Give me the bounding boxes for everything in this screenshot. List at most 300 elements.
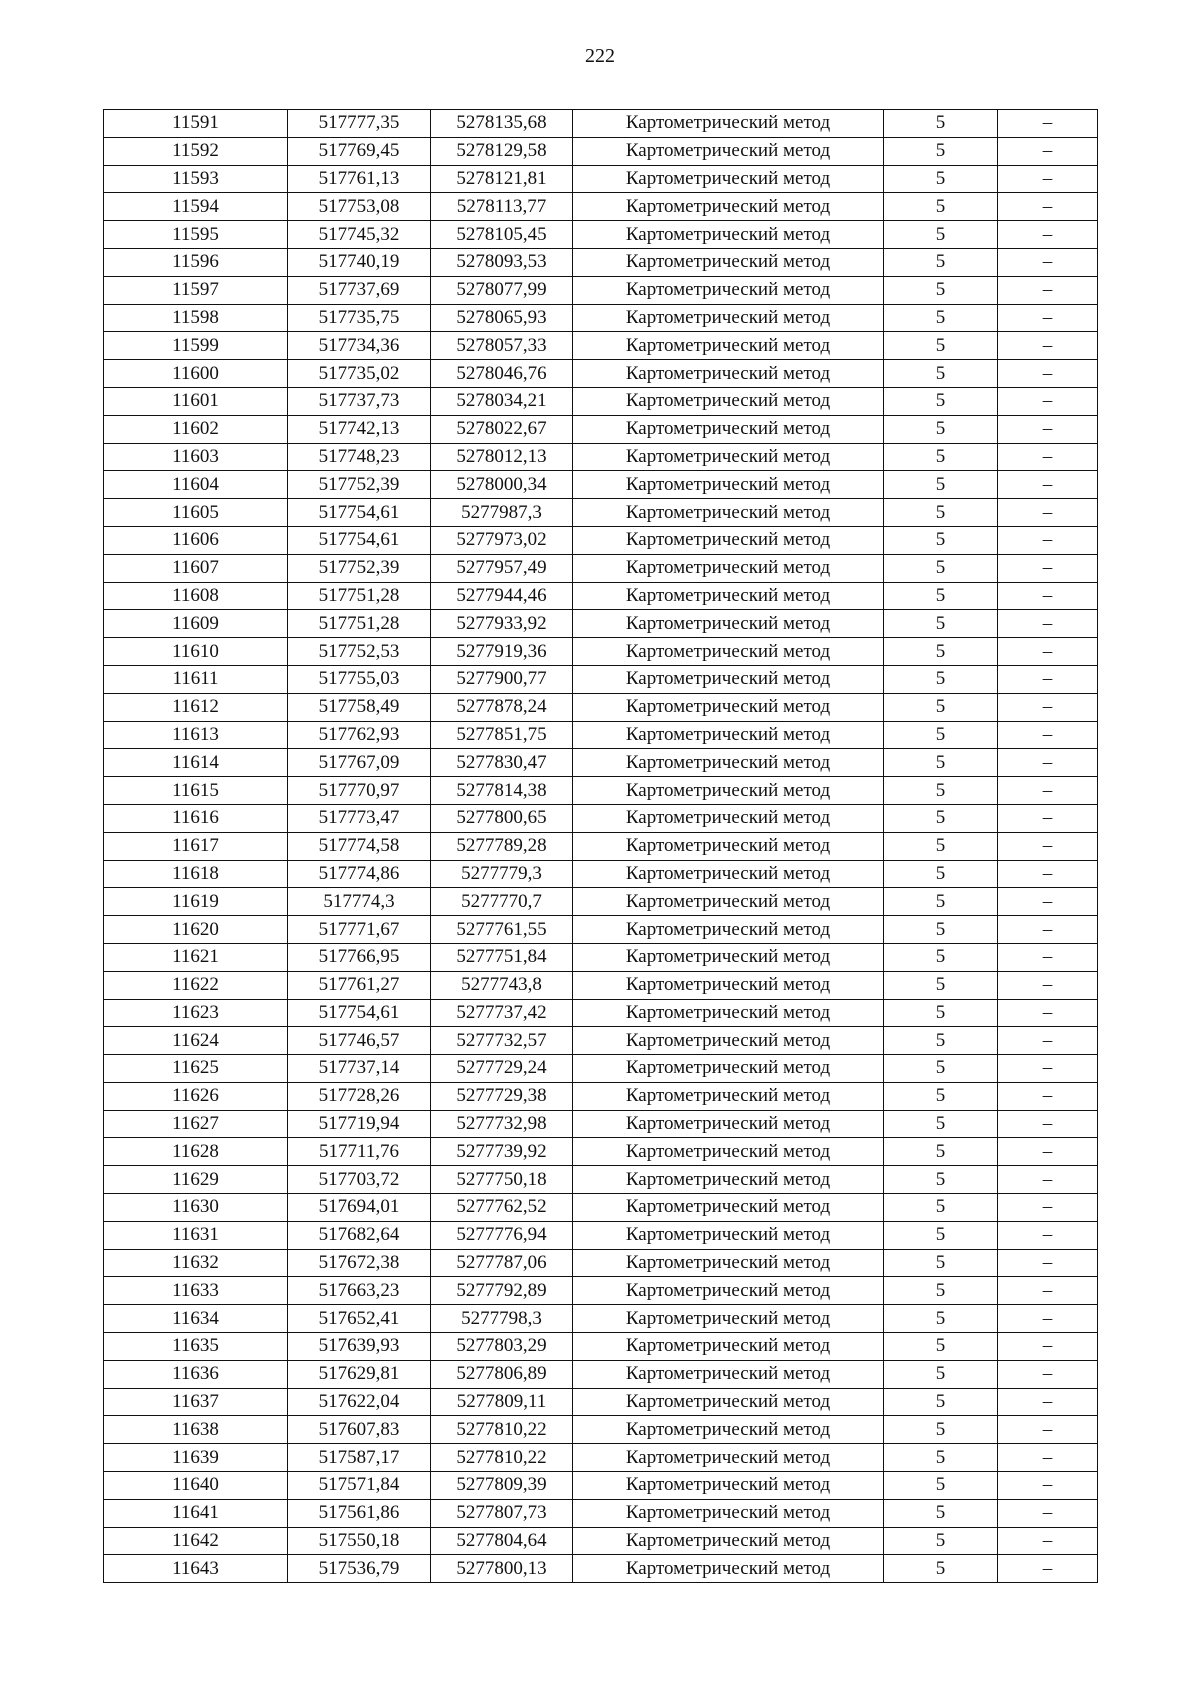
method-cell: Картометрический метод: [573, 221, 884, 249]
table-row: [104, 443, 1098, 471]
method-cell: Картометрический метод: [573, 638, 884, 666]
accuracy-cell: 5: [884, 1194, 998, 1222]
x-coordinate-cell: 517771,67: [288, 916, 431, 944]
y-coordinate-cell: 5277973,02: [431, 526, 573, 554]
point-number-cell: 11614: [104, 749, 288, 777]
method-cell: Картометрический метод: [573, 332, 884, 360]
coordinates-table: [103, 109, 1098, 1583]
x-coordinate-cell: 517694,01: [288, 1194, 431, 1222]
table-row: [104, 1444, 1098, 1472]
accuracy-cell: 5: [884, 165, 998, 193]
y-coordinate-cell: 5277732,57: [431, 1027, 573, 1055]
y-coordinate-cell: 5278121,81: [431, 165, 573, 193]
y-coordinate-cell: 5277809,39: [431, 1472, 573, 1500]
x-coordinate-cell: 517703,72: [288, 1166, 431, 1194]
y-coordinate-cell: 5277933,92: [431, 610, 573, 638]
accuracy-cell: 5: [884, 777, 998, 805]
point-number-cell: 11610: [104, 638, 288, 666]
description-cell: –: [998, 1416, 1098, 1444]
method-cell: Картометрический метод: [573, 248, 884, 276]
method-cell: Картометрический метод: [573, 1388, 884, 1416]
accuracy-cell: 5: [884, 1555, 998, 1583]
method-cell: Картометрический метод: [573, 1110, 884, 1138]
point-number-cell: 11637: [104, 1388, 288, 1416]
point-number-cell: 11629: [104, 1166, 288, 1194]
accuracy-cell: 5: [884, 1221, 998, 1249]
method-cell: Картометрический метод: [573, 665, 884, 693]
method-cell: Картометрический метод: [573, 499, 884, 527]
x-coordinate-cell: 517711,76: [288, 1138, 431, 1166]
table-row: [104, 360, 1098, 388]
y-coordinate-cell: 5277732,98: [431, 1110, 573, 1138]
description-cell: –: [998, 1055, 1098, 1083]
y-coordinate-cell: 5277830,47: [431, 749, 573, 777]
point-number-cell: 11615: [104, 777, 288, 805]
y-coordinate-cell: 5278105,45: [431, 221, 573, 249]
table-row: [104, 248, 1098, 276]
accuracy-cell: 5: [884, 1388, 998, 1416]
description-cell: –: [998, 1110, 1098, 1138]
x-coordinate-cell: 517746,57: [288, 1027, 431, 1055]
accuracy-cell: 5: [884, 110, 998, 138]
y-coordinate-cell: 5277776,94: [431, 1221, 573, 1249]
description-cell: –: [998, 471, 1098, 499]
point-number-cell: 11605: [104, 499, 288, 527]
point-number-cell: 11592: [104, 137, 288, 165]
accuracy-cell: 5: [884, 276, 998, 304]
point-number-cell: 11642: [104, 1527, 288, 1555]
y-coordinate-cell: 5277804,64: [431, 1527, 573, 1555]
x-coordinate-cell: 517774,3: [288, 888, 431, 916]
method-cell: Картометрический метод: [573, 999, 884, 1027]
method-cell: Картометрический метод: [573, 137, 884, 165]
table-body: [104, 110, 1098, 1583]
accuracy-cell: 5: [884, 1444, 998, 1472]
table-row: [104, 777, 1098, 805]
table-row: [104, 1055, 1098, 1083]
y-coordinate-cell: 5277814,38: [431, 777, 573, 805]
x-coordinate-cell: 517682,64: [288, 1221, 431, 1249]
page-number: 222: [585, 45, 615, 67]
description-cell: –: [998, 526, 1098, 554]
description-cell: –: [998, 1027, 1098, 1055]
x-coordinate-cell: 517761,27: [288, 971, 431, 999]
point-number-cell: 11596: [104, 248, 288, 276]
method-cell: Картометрический метод: [573, 1305, 884, 1333]
description-cell: –: [998, 888, 1098, 916]
point-number-cell: 11595: [104, 221, 288, 249]
point-number-cell: 11621: [104, 943, 288, 971]
description-cell: –: [998, 1388, 1098, 1416]
method-cell: Картометрический метод: [573, 276, 884, 304]
y-coordinate-cell: 5277878,24: [431, 693, 573, 721]
point-number-cell: 11636: [104, 1360, 288, 1388]
y-coordinate-cell: 5277957,49: [431, 554, 573, 582]
accuracy-cell: 5: [884, 1472, 998, 1500]
description-cell: –: [998, 1444, 1098, 1472]
y-coordinate-cell: 5277809,11: [431, 1388, 573, 1416]
y-coordinate-cell: 5277810,22: [431, 1416, 573, 1444]
point-number-cell: 11618: [104, 860, 288, 888]
description-cell: –: [998, 304, 1098, 332]
point-number-cell: 11593: [104, 165, 288, 193]
description-cell: –: [998, 1360, 1098, 1388]
y-coordinate-cell: 5278057,33: [431, 332, 573, 360]
accuracy-cell: 5: [884, 1277, 998, 1305]
description-cell: –: [998, 332, 1098, 360]
y-coordinate-cell: 5278012,13: [431, 443, 573, 471]
point-number-cell: 11622: [104, 971, 288, 999]
y-coordinate-cell: 5277729,38: [431, 1082, 573, 1110]
table-row: [104, 721, 1098, 749]
table-row: [104, 221, 1098, 249]
method-cell: Картометрический метод: [573, 193, 884, 221]
x-coordinate-cell: 517752,53: [288, 638, 431, 666]
point-number-cell: 11640: [104, 1472, 288, 1500]
x-coordinate-cell: 517754,61: [288, 999, 431, 1027]
description-cell: –: [998, 1166, 1098, 1194]
method-cell: Картометрический метод: [573, 1138, 884, 1166]
table-row: [104, 1527, 1098, 1555]
point-number-cell: 11626: [104, 1082, 288, 1110]
point-number-cell: 11624: [104, 1027, 288, 1055]
table-row: [104, 1138, 1098, 1166]
y-coordinate-cell: 5278022,67: [431, 415, 573, 443]
x-coordinate-cell: 517629,81: [288, 1360, 431, 1388]
table-row: [104, 554, 1098, 582]
description-cell: –: [998, 276, 1098, 304]
accuracy-cell: 5: [884, 1249, 998, 1277]
y-coordinate-cell: 5277807,73: [431, 1499, 573, 1527]
description-cell: –: [998, 638, 1098, 666]
x-coordinate-cell: 517752,39: [288, 471, 431, 499]
point-number-cell: 11604: [104, 471, 288, 499]
description-cell: –: [998, 749, 1098, 777]
table-row: [104, 1472, 1098, 1500]
x-coordinate-cell: 517735,02: [288, 360, 431, 388]
accuracy-cell: 5: [884, 693, 998, 721]
point-number-cell: 11600: [104, 360, 288, 388]
accuracy-cell: 5: [884, 1360, 998, 1388]
point-number-cell: 11607: [104, 554, 288, 582]
description-cell: –: [998, 360, 1098, 388]
x-coordinate-cell: 517754,61: [288, 499, 431, 527]
y-coordinate-cell: 5277739,92: [431, 1138, 573, 1166]
y-coordinate-cell: 5277851,75: [431, 721, 573, 749]
y-coordinate-cell: 5278065,93: [431, 304, 573, 332]
x-coordinate-cell: 517745,32: [288, 221, 431, 249]
x-coordinate-cell: 517753,08: [288, 193, 431, 221]
table-row: [104, 276, 1098, 304]
point-number-cell: 11602: [104, 415, 288, 443]
x-coordinate-cell: 517740,19: [288, 248, 431, 276]
point-number-cell: 11591: [104, 110, 288, 138]
accuracy-cell: 5: [884, 721, 998, 749]
x-coordinate-cell: 517536,79: [288, 1555, 431, 1583]
point-number-cell: 11620: [104, 916, 288, 944]
point-number-cell: 11639: [104, 1444, 288, 1472]
description-cell: –: [998, 110, 1098, 138]
accuracy-cell: 5: [884, 665, 998, 693]
accuracy-cell: 5: [884, 332, 998, 360]
description-cell: –: [998, 804, 1098, 832]
y-coordinate-cell: 5278046,76: [431, 360, 573, 388]
accuracy-cell: 5: [884, 193, 998, 221]
y-coordinate-cell: 5277750,18: [431, 1166, 573, 1194]
y-coordinate-cell: 5277800,65: [431, 804, 573, 832]
y-coordinate-cell: 5277987,3: [431, 499, 573, 527]
x-coordinate-cell: 517774,86: [288, 860, 431, 888]
point-number-cell: 11616: [104, 804, 288, 832]
y-coordinate-cell: 5277798,3: [431, 1305, 573, 1333]
point-number-cell: 11597: [104, 276, 288, 304]
description-cell: –: [998, 137, 1098, 165]
y-coordinate-cell: 5277762,52: [431, 1194, 573, 1222]
description-cell: –: [998, 832, 1098, 860]
description-cell: –: [998, 554, 1098, 582]
point-number-cell: 11598: [104, 304, 288, 332]
x-coordinate-cell: 517652,41: [288, 1305, 431, 1333]
table-row: [104, 582, 1098, 610]
method-cell: Картометрический метод: [573, 1499, 884, 1527]
description-cell: –: [998, 499, 1098, 527]
point-number-cell: 11628: [104, 1138, 288, 1166]
method-cell: Картометрический метод: [573, 1194, 884, 1222]
table-row: [104, 110, 1098, 138]
table-row: [104, 499, 1098, 527]
x-coordinate-cell: 517719,94: [288, 1110, 431, 1138]
method-cell: Картометрический метод: [573, 1055, 884, 1083]
accuracy-cell: 5: [884, 1333, 998, 1361]
method-cell: Картометрический метод: [573, 304, 884, 332]
method-cell: Картометрический метод: [573, 749, 884, 777]
x-coordinate-cell: 517587,17: [288, 1444, 431, 1472]
x-coordinate-cell: 517639,93: [288, 1333, 431, 1361]
accuracy-cell: 5: [884, 1527, 998, 1555]
description-cell: –: [998, 1277, 1098, 1305]
point-number-cell: 11643: [104, 1555, 288, 1583]
method-cell: Картометрический метод: [573, 1166, 884, 1194]
description-cell: –: [998, 1305, 1098, 1333]
table-row: [104, 1110, 1098, 1138]
point-number-cell: 11641: [104, 1499, 288, 1527]
method-cell: Картометрический метод: [573, 1444, 884, 1472]
point-number-cell: 11599: [104, 332, 288, 360]
table-row: [104, 165, 1098, 193]
table-row: [104, 1082, 1098, 1110]
method-cell: Картометрический метод: [573, 1249, 884, 1277]
description-cell: –: [998, 582, 1098, 610]
point-number-cell: 11619: [104, 888, 288, 916]
y-coordinate-cell: 5277806,89: [431, 1360, 573, 1388]
description-cell: –: [998, 1138, 1098, 1166]
method-cell: Картометрический метод: [573, 888, 884, 916]
y-coordinate-cell: 5277737,42: [431, 999, 573, 1027]
description-cell: –: [998, 916, 1098, 944]
accuracy-cell: 5: [884, 1082, 998, 1110]
point-number-cell: 11631: [104, 1221, 288, 1249]
x-coordinate-cell: 517571,84: [288, 1472, 431, 1500]
x-coordinate-cell: 517737,14: [288, 1055, 431, 1083]
point-number-cell: 11608: [104, 582, 288, 610]
x-coordinate-cell: 517561,86: [288, 1499, 431, 1527]
x-coordinate-cell: 517742,13: [288, 415, 431, 443]
method-cell: Картометрический метод: [573, 1027, 884, 1055]
method-cell: Картометрический метод: [573, 943, 884, 971]
accuracy-cell: 5: [884, 1027, 998, 1055]
description-cell: –: [998, 971, 1098, 999]
description-cell: –: [998, 860, 1098, 888]
x-coordinate-cell: 517734,36: [288, 332, 431, 360]
y-coordinate-cell: 5277779,3: [431, 860, 573, 888]
accuracy-cell: 5: [884, 610, 998, 638]
table-row: [104, 1360, 1098, 1388]
point-number-cell: 11630: [104, 1194, 288, 1222]
accuracy-cell: 5: [884, 943, 998, 971]
table-row: [104, 1221, 1098, 1249]
point-number-cell: 11609: [104, 610, 288, 638]
method-cell: Картометрический метод: [573, 582, 884, 610]
table-row: [104, 387, 1098, 415]
table-row: [104, 665, 1098, 693]
method-cell: Картометрический метод: [573, 1555, 884, 1583]
table-row: [104, 1555, 1098, 1583]
method-cell: Картометрический метод: [573, 1527, 884, 1555]
table-row: [104, 1277, 1098, 1305]
accuracy-cell: 5: [884, 582, 998, 610]
accuracy-cell: 5: [884, 888, 998, 916]
y-coordinate-cell: 5277751,84: [431, 943, 573, 971]
x-coordinate-cell: 517751,28: [288, 582, 431, 610]
x-coordinate-cell: 517550,18: [288, 1527, 431, 1555]
table-row: [104, 832, 1098, 860]
y-coordinate-cell: 5278113,77: [431, 193, 573, 221]
accuracy-cell: 5: [884, 916, 998, 944]
accuracy-cell: 5: [884, 832, 998, 860]
point-number-cell: 11612: [104, 693, 288, 721]
y-coordinate-cell: 5277792,89: [431, 1277, 573, 1305]
table-row: [104, 693, 1098, 721]
method-cell: Картометрический метод: [573, 387, 884, 415]
point-number-cell: 11625: [104, 1055, 288, 1083]
x-coordinate-cell: 517766,95: [288, 943, 431, 971]
method-cell: Картометрический метод: [573, 1360, 884, 1388]
method-cell: Картометрический метод: [573, 526, 884, 554]
x-coordinate-cell: 517737,73: [288, 387, 431, 415]
y-coordinate-cell: 5278000,34: [431, 471, 573, 499]
x-coordinate-cell: 517773,47: [288, 804, 431, 832]
accuracy-cell: 5: [884, 137, 998, 165]
table-row: [104, 1166, 1098, 1194]
table-row: [104, 860, 1098, 888]
point-number-cell: 11623: [104, 999, 288, 1027]
accuracy-cell: 5: [884, 221, 998, 249]
description-cell: –: [998, 1082, 1098, 1110]
point-number-cell: 11606: [104, 526, 288, 554]
table-row: [104, 1305, 1098, 1333]
description-cell: –: [998, 1472, 1098, 1500]
description-cell: –: [998, 999, 1098, 1027]
description-cell: –: [998, 1249, 1098, 1277]
y-coordinate-cell: 5277729,24: [431, 1055, 573, 1083]
method-cell: Картометрический метод: [573, 1221, 884, 1249]
description-cell: –: [998, 387, 1098, 415]
method-cell: Картометрический метод: [573, 1333, 884, 1361]
description-cell: –: [998, 1333, 1098, 1361]
point-number-cell: 11594: [104, 193, 288, 221]
y-coordinate-cell: 5277803,29: [431, 1333, 573, 1361]
accuracy-cell: 5: [884, 999, 998, 1027]
description-cell: –: [998, 721, 1098, 749]
point-number-cell: 11613: [104, 721, 288, 749]
method-cell: Картометрический метод: [573, 777, 884, 805]
table-row: [104, 749, 1098, 777]
table-row: [104, 1027, 1098, 1055]
method-cell: Картометрический метод: [573, 832, 884, 860]
x-coordinate-cell: 517762,93: [288, 721, 431, 749]
accuracy-cell: 5: [884, 638, 998, 666]
x-coordinate-cell: 517752,39: [288, 554, 431, 582]
table-row: [104, 193, 1098, 221]
table-row: [104, 1333, 1098, 1361]
y-coordinate-cell: 5278129,58: [431, 137, 573, 165]
y-coordinate-cell: 5278077,99: [431, 276, 573, 304]
table-row: [104, 943, 1098, 971]
method-cell: Картометрический метод: [573, 1416, 884, 1444]
method-cell: Картометрический метод: [573, 165, 884, 193]
x-coordinate-cell: 517737,69: [288, 276, 431, 304]
table-row: [104, 332, 1098, 360]
description-cell: –: [998, 665, 1098, 693]
accuracy-cell: 5: [884, 1305, 998, 1333]
x-coordinate-cell: 517754,61: [288, 526, 431, 554]
x-coordinate-cell: 517607,83: [288, 1416, 431, 1444]
y-coordinate-cell: 5278135,68: [431, 110, 573, 138]
y-coordinate-cell: 5277919,36: [431, 638, 573, 666]
accuracy-cell: 5: [884, 1138, 998, 1166]
accuracy-cell: 5: [884, 554, 998, 582]
x-coordinate-cell: 517755,03: [288, 665, 431, 693]
accuracy-cell: 5: [884, 387, 998, 415]
x-coordinate-cell: 517748,23: [288, 443, 431, 471]
point-number-cell: 11601: [104, 387, 288, 415]
point-number-cell: 11611: [104, 665, 288, 693]
table-row: [104, 1194, 1098, 1222]
x-coordinate-cell: 517774,58: [288, 832, 431, 860]
y-coordinate-cell: 5277800,13: [431, 1555, 573, 1583]
accuracy-cell: 5: [884, 526, 998, 554]
description-cell: –: [998, 443, 1098, 471]
method-cell: Картометрический метод: [573, 916, 884, 944]
description-cell: –: [998, 777, 1098, 805]
point-number-cell: 11634: [104, 1305, 288, 1333]
y-coordinate-cell: 5277789,28: [431, 832, 573, 860]
description-cell: –: [998, 1499, 1098, 1527]
point-number-cell: 11638: [104, 1416, 288, 1444]
y-coordinate-cell: 5277900,77: [431, 665, 573, 693]
accuracy-cell: 5: [884, 360, 998, 388]
x-coordinate-cell: 517751,28: [288, 610, 431, 638]
table-row: [104, 415, 1098, 443]
accuracy-cell: 5: [884, 248, 998, 276]
description-cell: –: [998, 1555, 1098, 1583]
description-cell: –: [998, 248, 1098, 276]
y-coordinate-cell: 5277743,8: [431, 971, 573, 999]
description-cell: –: [998, 610, 1098, 638]
table-row: [104, 971, 1098, 999]
method-cell: Картометрический метод: [573, 415, 884, 443]
table-row: [104, 999, 1098, 1027]
